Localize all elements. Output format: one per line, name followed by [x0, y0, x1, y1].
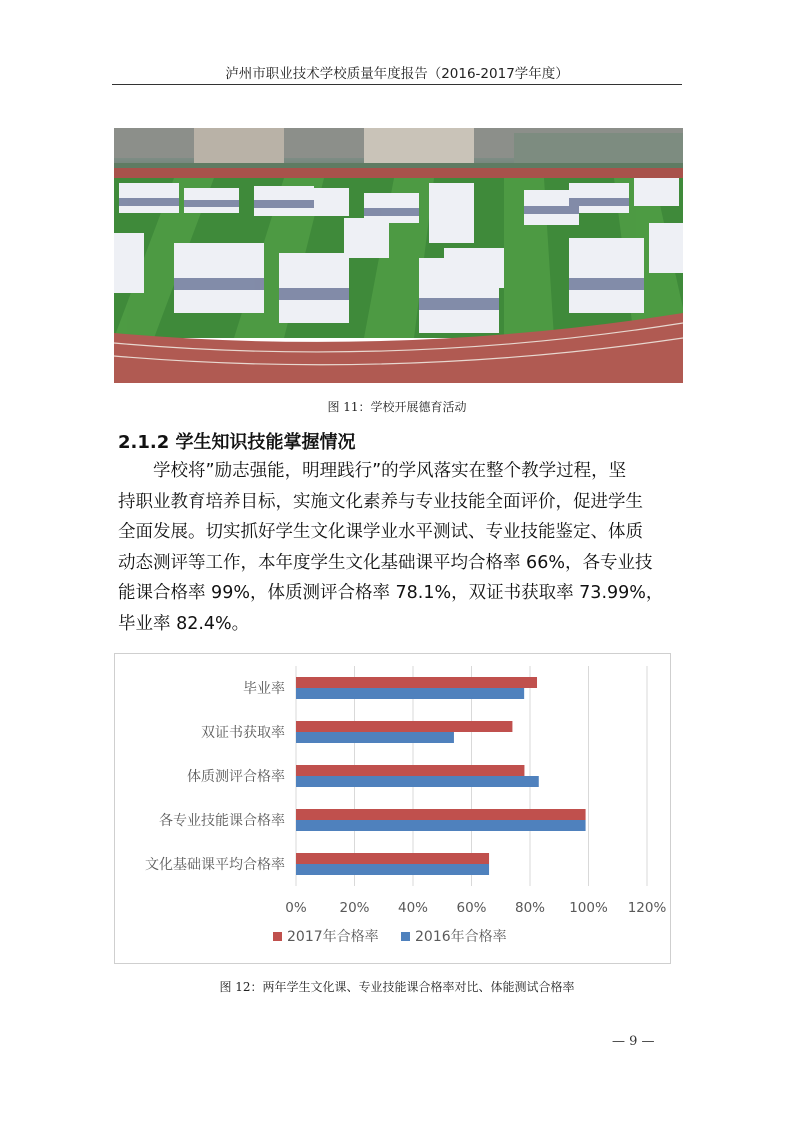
- page-header-title: 泸州市职业技术学校质量年度报告（2016-2017学年度）: [225, 66, 569, 82]
- bar: [296, 688, 524, 699]
- bar: [296, 721, 512, 732]
- figure12-caption: 图 12：两年学生文化课、专业技能课合格率对比、体能测试合格率: [219, 980, 575, 994]
- category-label: 体质测评合格率: [187, 769, 285, 785]
- bar: [296, 732, 454, 743]
- legend-label: 2016年合格率: [415, 929, 507, 945]
- paragraph-line: 动态测评等工作，本年度学生文化基础课平均合格率 66%，各专业技: [118, 552, 653, 573]
- paragraph-line: 持职业教育培养目标，实施文化素养与专业技能全面评价，促进学生: [118, 491, 643, 512]
- paragraph-line: 能课合格率 99%，体质测评合格率 78.1%，双证书获取率 73.99%，: [118, 583, 664, 603]
- section-paragraph: [118, 456, 678, 639]
- page-number: — 9 —: [612, 1034, 655, 1049]
- bar: [296, 820, 586, 831]
- legend-swatch: [273, 932, 282, 941]
- paragraph-line: 学校将”励志强能，明理践行”的学风落实在整个教学过程，坚: [153, 461, 627, 481]
- x-tick-label: 0%: [285, 900, 307, 916]
- x-tick-label: 100%: [569, 900, 608, 916]
- category-label: 毕业率: [243, 681, 285, 697]
- figure11-caption: 图 11：学校开展德育活动: [327, 400, 467, 414]
- category-label: 各专业技能课合格率: [159, 813, 285, 829]
- header-rule: [112, 84, 682, 85]
- bar: [296, 809, 586, 820]
- figure11-photo: [114, 128, 683, 383]
- legend-label: 2017年合格率: [287, 929, 379, 945]
- bar-chart: [115, 654, 672, 965]
- x-tick-label: 80%: [514, 900, 546, 916]
- paragraph-line: 毕业率 82.4%。: [118, 613, 250, 634]
- bar: [296, 776, 539, 787]
- x-tick-label: 20%: [339, 900, 370, 916]
- bar: [296, 765, 524, 776]
- chart-container: [114, 653, 671, 964]
- bar: [296, 677, 537, 688]
- bar: [296, 853, 489, 864]
- x-tick-label: 120%: [627, 900, 667, 916]
- legend-swatch: [401, 932, 410, 941]
- students-formation-image: [114, 128, 683, 383]
- section-title: 2.1.2 学生知识技能掌握情况: [118, 432, 356, 453]
- paragraph-line: 全面发展。切实抓好学生文化课学业水平测试、专业技能鉴定、体质: [118, 522, 643, 542]
- x-tick-label: 40%: [397, 900, 429, 916]
- category-label: 文化基础课平均合格率: [145, 857, 285, 873]
- category-label: 双证书获取率: [201, 725, 285, 741]
- x-tick-label: 60%: [456, 900, 487, 916]
- bar: [296, 864, 489, 875]
